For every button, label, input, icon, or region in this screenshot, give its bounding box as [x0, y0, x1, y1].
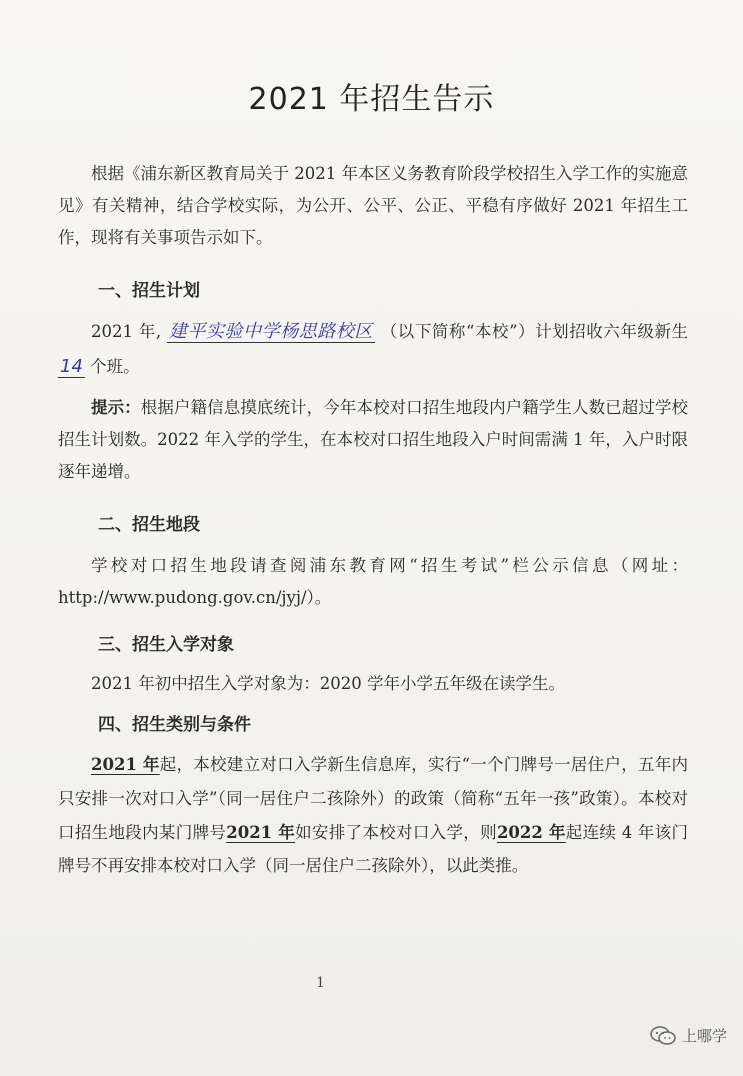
handwritten-school-name: 建平实验中学杨思路校区: [168, 321, 373, 342]
intro-paragraph: 根据《浦东新区教育局关于 2021 年本区义务教育阶段学校招生入学工作的实施意见》有关精神，结合学校实际，为公开、公平、公正、平稳有序做好 2021 年招生工作，现将有关事项告示如下。: [58, 164, 688, 248]
page-number: 1: [316, 975, 325, 991]
section-2-heading: 二、招生地段: [98, 515, 200, 535]
section-4-text-2: 如安排了本校对口入学，则: [295, 822, 497, 842]
section-4-heading: 四、招生类别与条件: [98, 715, 251, 735]
plan-year: 2021 年,: [91, 322, 162, 341]
section-4-text-1: 起，本校建立对口入学新生信息库，实行“一个门牌号一居住户，五年内只安排一次对口入学”（同一居住户二孩除外）的政策（简称“五年一孩”政策）。本校对口招生地段内某门牌号: [58, 755, 689, 842]
section-4-text-3: 起连续 4 年该门牌号不再安排本校对口入学（同一居住户二孩除外），以此类推。: [58, 822, 689, 876]
page-title: 2021 年招生告示: [248, 82, 495, 117]
tip-label: 提示：: [91, 398, 141, 417]
tip-text: 根据户籍信息摸底统计，今年本校对口招生地段内户籍学生人数已超过学校招生计划数。2022 年入学的学生，在本校对口招生地段入户时间需满 1 年，入户时限逐年递增。: [58, 398, 689, 482]
section-1-paragraph: [58, 314, 688, 384]
watermark: [650, 1025, 727, 1046]
underlined-year-1: 2021 年: [91, 755, 160, 774]
tip-paragraph: [58, 392, 688, 489]
wechat-icon: [650, 1026, 676, 1046]
plan-suffix-text: 个班。: [90, 357, 140, 377]
section-3-heading: 三、招生入学对象: [98, 635, 234, 655]
section-3-paragraph: 2021 年初中招生入学对象为：2020 学年小学五年级在读学生。: [91, 674, 565, 693]
section-2-paragraph: 学校对口招生地段请查阅浦东教育网“招生考试”栏公示信息（网址：http://www.pudong.gov.cn/jyj/）。: [58, 556, 688, 608]
plan-middle-text: （以下简称“本校”）计划招收六年级新生: [380, 322, 688, 341]
underlined-year-2: 2021 年: [226, 822, 296, 842]
section-4-paragraph: [58, 748, 688, 883]
section-1-heading: 一、招生计划: [98, 281, 200, 301]
handwritten-class-count: 14: [60, 356, 83, 378]
underlined-year-3: 2022 年: [496, 822, 566, 842]
watermark-text: 上哪学: [681, 1027, 727, 1045]
